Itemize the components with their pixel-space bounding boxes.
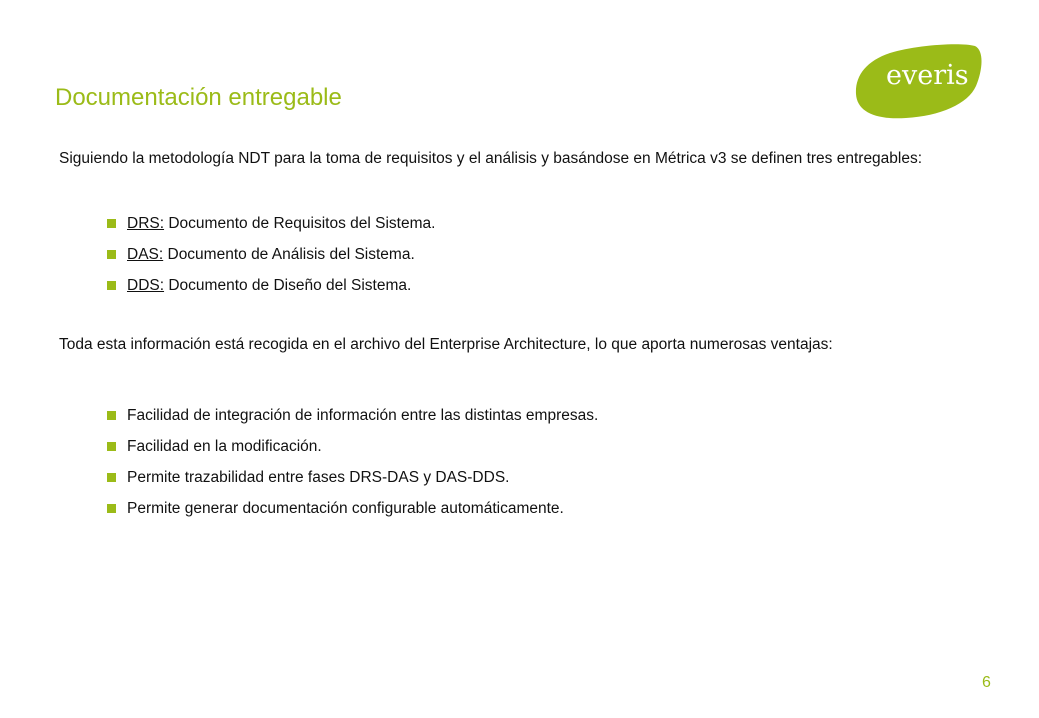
logo-shape-icon (854, 42, 984, 120)
square-bullet-icon (107, 473, 116, 482)
square-bullet-icon (107, 281, 116, 290)
square-bullet-icon (107, 219, 116, 228)
deliverable-description: Documento de Análisis del Sistema. (163, 246, 415, 263)
advantage-text: Facilidad de integración de información entre las distintas empresas. (127, 407, 599, 424)
list-item (107, 436, 598, 467)
square-bullet-icon (107, 504, 116, 513)
deliverable-term: DRS: (127, 215, 165, 232)
page-number: 6 (982, 674, 991, 691)
advantage-text: Permite generar documentación configurable automáticamente. (127, 500, 564, 517)
deliverable-description: Documento de Diseño del Sistema. (164, 277, 412, 294)
deliverable-term: DAS: (127, 246, 164, 263)
square-bullet-icon (107, 442, 116, 451)
advantage-text: Permite trazabilidad entre fases DRS-DAS y DAS-DDS. (127, 469, 510, 486)
deliverables-list (107, 213, 435, 306)
intro-paragraph: Siguiendo la metodología NDT para la toma de requisitos y el análisis y basándose en Métrica v3 se definen tres entregables: (59, 150, 923, 167)
square-bullet-icon (107, 411, 116, 420)
page-title: Documentación entregable (55, 84, 342, 111)
everis-logo (854, 42, 984, 120)
advantages-list (107, 405, 598, 529)
logo-text: everis (886, 60, 969, 91)
list-item (107, 275, 435, 306)
list-item (107, 498, 598, 529)
deliverable-term: DDS: (127, 277, 165, 294)
advantage-text: Facilidad en la modificación. (127, 438, 322, 455)
list-item (107, 244, 435, 275)
list-item (107, 213, 435, 244)
list-item (107, 467, 598, 498)
deliverable-description: Documento de Requisitos del Sistema. (164, 215, 436, 232)
list-item (107, 405, 598, 436)
summary-paragraph: Toda esta información está recogida en el archivo del Enterprise Architecture, lo que aporta numerosas ventajas: (59, 336, 833, 353)
square-bullet-icon (107, 250, 116, 259)
